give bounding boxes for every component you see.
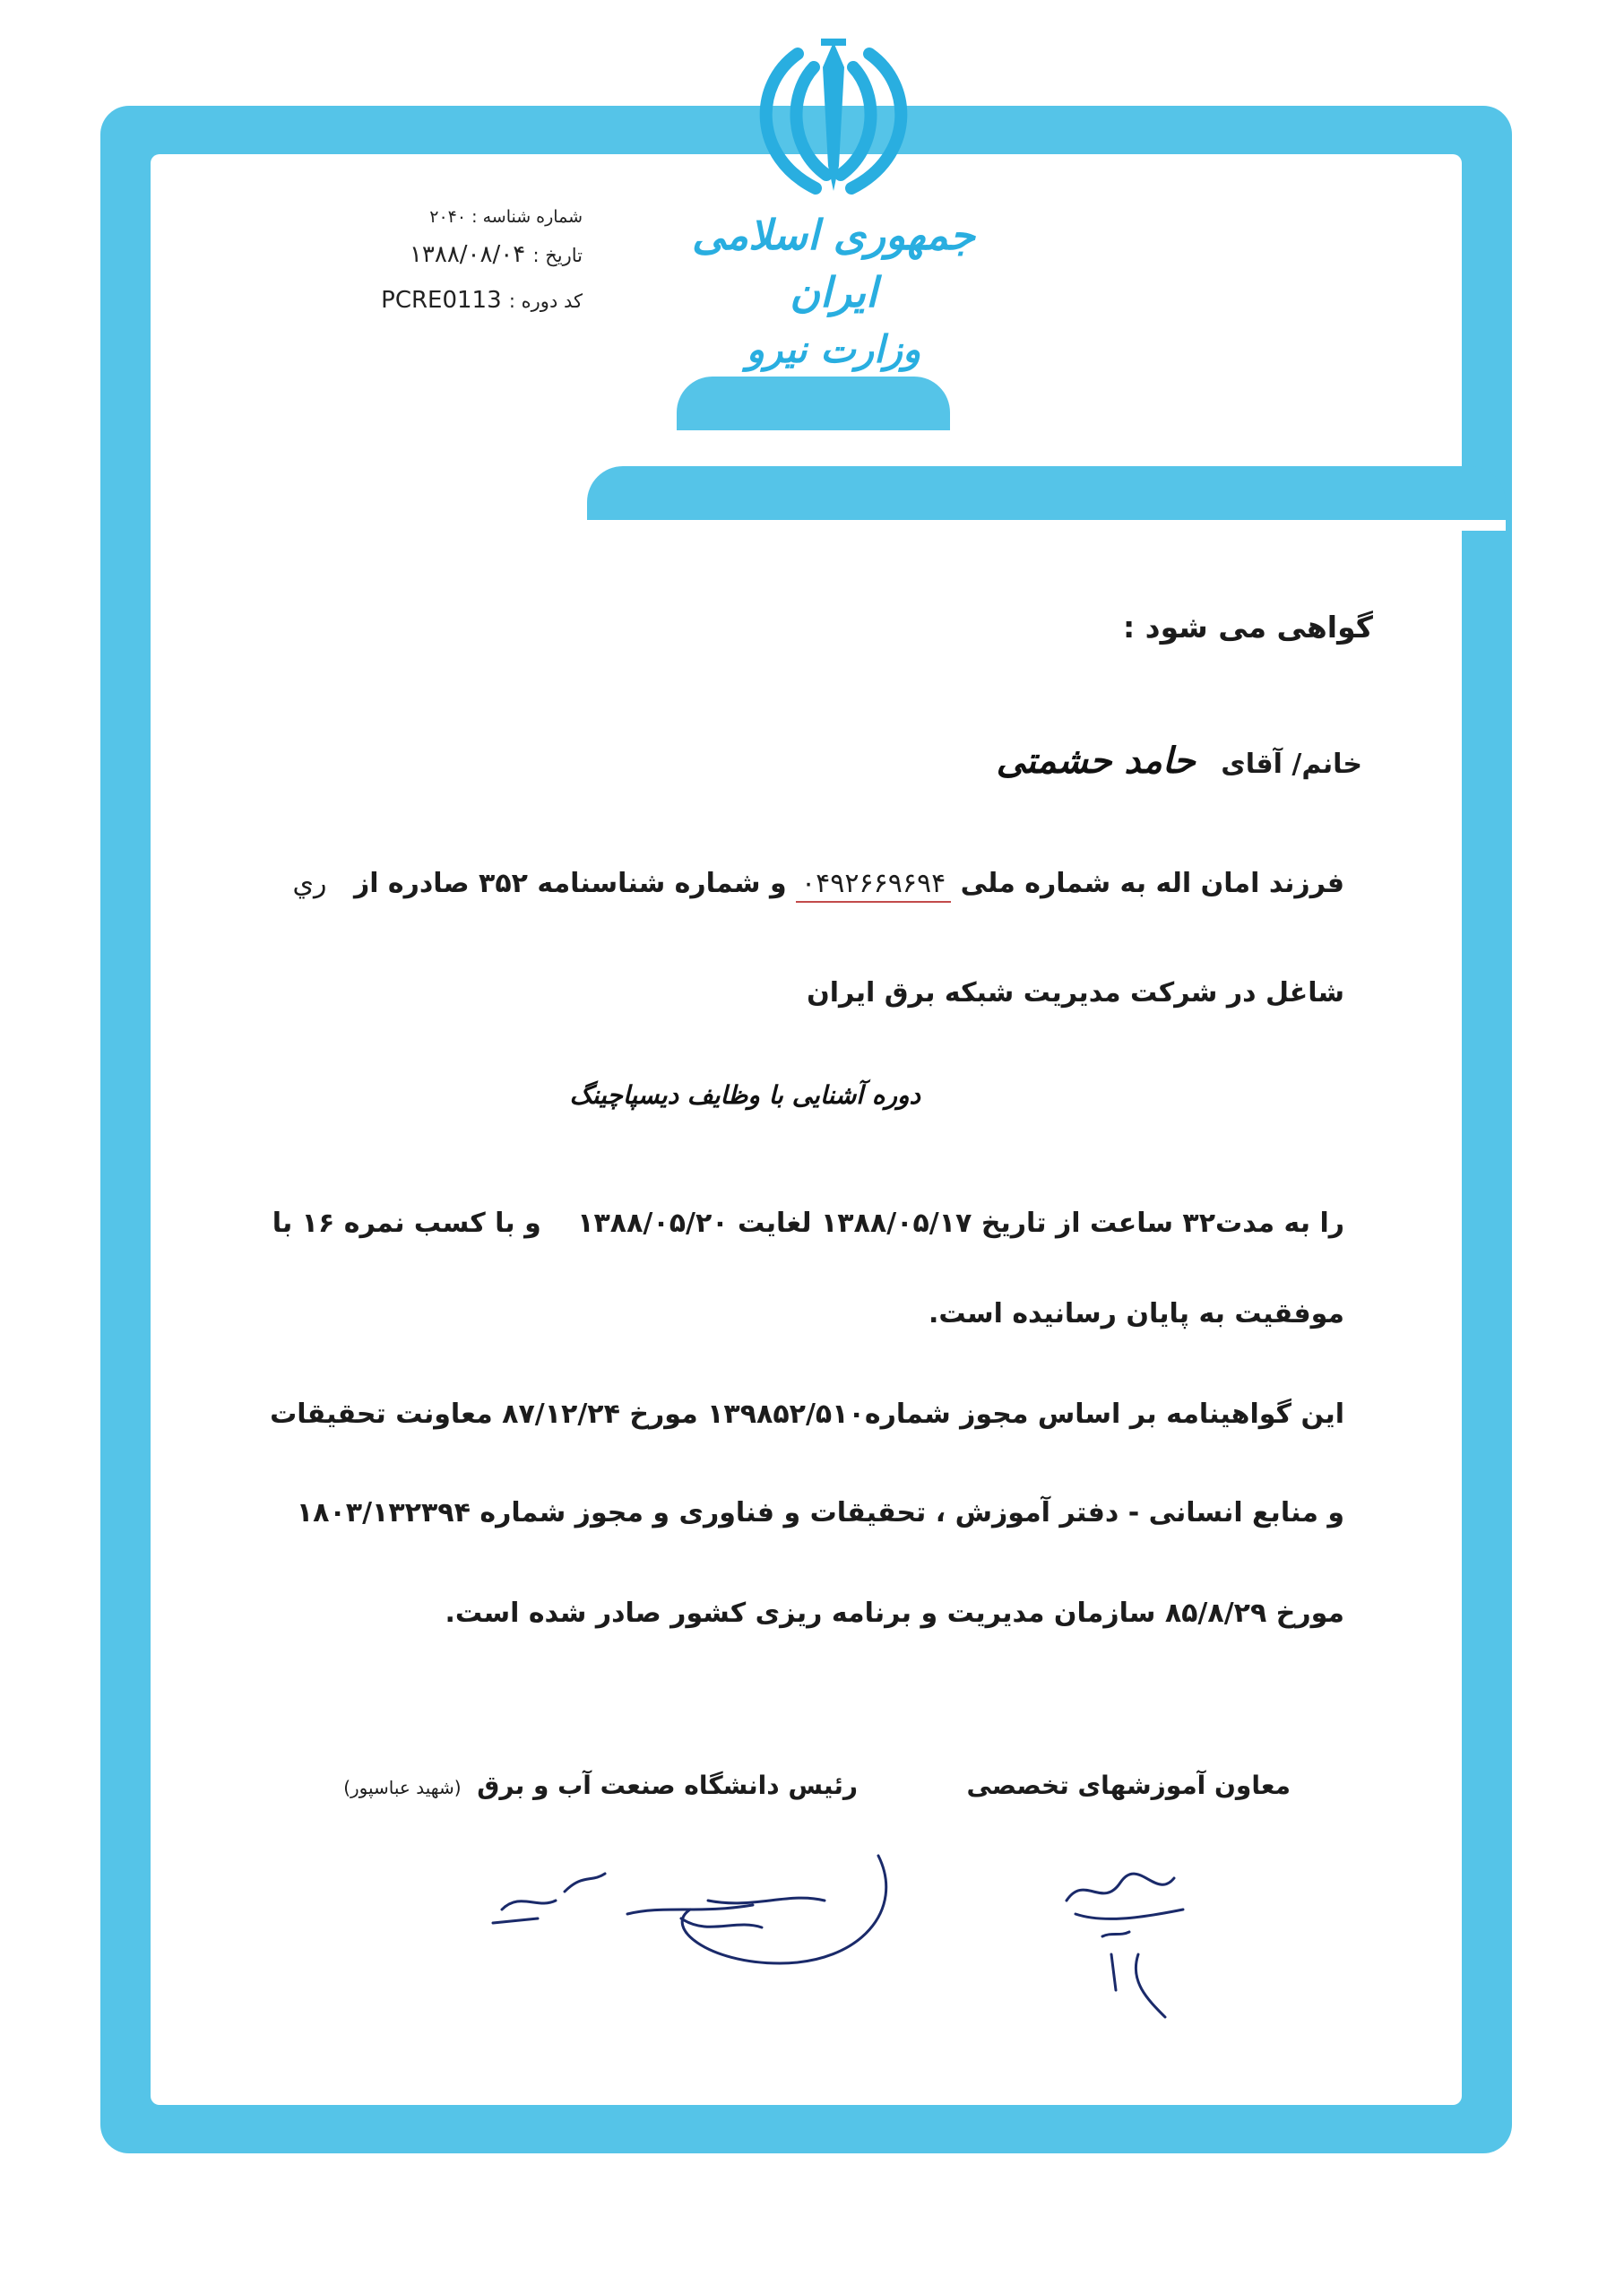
emblem-line1: جمهوری اسلامی ایران <box>692 211 975 316</box>
body-line-6: و منابع انسانی - دفتر آموزش ، تحقیقات و فناوری و مجوز شماره ۱۸۰۳/۱۳۲۳۹۴ <box>296 1497 1344 1529</box>
course-name: دوره آشنایی با وظایف دیسپاچینگ <box>569 1080 920 1110</box>
body-line-5: این گواهینامه بر اساس مجوز شماره۱۳۹۸۵۲/۵۱۰ مورخ ۸۷/۱۲/۲۴ معاونت تحقیقات <box>270 1399 1344 1430</box>
recipient-name: حامد حشمتی <box>996 740 1196 782</box>
right-signatory-role: رئیس دانشگاه صنعت آب و برق <box>477 1771 858 1800</box>
national-id: ۰۴۹۲۶۶۹۶۹۴ <box>796 868 951 903</box>
id-row <box>296 202 583 232</box>
frame-tab-lower <box>587 466 1506 520</box>
body-line-7: مورخ ۸۵/۸/۲۹ سازمان مدیریت و برنامه ریزی کشور صادر شده است. <box>445 1598 1344 1629</box>
body-line-4: موفقیت به پایان رسانیده است. <box>928 1298 1344 1329</box>
body-line-2: شاغل در شرکت مدیریت شبکه برق ایران <box>807 977 1344 1009</box>
left-signature-icon <box>1049 1847 1201 2035</box>
certificate-heading: گواهی می شود : <box>1122 610 1373 645</box>
right-signatory-subtitle: (شهید عباسپور) <box>343 1777 462 1798</box>
date-label: تاریخ : <box>532 245 583 266</box>
frame-tab-upper <box>677 377 950 430</box>
certificate-inner-panel <box>151 154 1462 2105</box>
right-signatory-title <box>343 1771 858 1800</box>
course-code-value: PCRE0113 <box>381 287 502 314</box>
line1-part2: و شماره شناسنامه ۳۵۲ صادره از <box>353 868 787 899</box>
course-code-label: کد دوره : <box>508 290 583 312</box>
honorific: خانم/ آقای <box>1221 749 1362 780</box>
left-signatory-title: معاون آموزشهای تخصصی <box>966 1771 1291 1800</box>
iran-emblem-icon <box>744 31 923 211</box>
issued-place: ري <box>292 868 327 899</box>
id-label: شماره شناسه : <box>471 207 583 227</box>
course-code-row <box>296 278 583 324</box>
body-line-3 <box>272 1208 1344 1239</box>
emblem-caption <box>681 206 986 378</box>
body-line-1 <box>293 868 1344 899</box>
line3-part1: را به مدت۳۲ ساعت از تاریخ ۱۳۸۸/۰۵/۱۷ لغایت ۱۳۸۸/۰۵/۲۰ <box>577 1208 1344 1239</box>
emblem-line2: وزارت نیرو <box>746 327 921 371</box>
recipient-line <box>997 740 1362 782</box>
date-row <box>296 232 583 278</box>
certificate-meta <box>296 202 583 324</box>
right-signature-icon <box>484 1829 896 1981</box>
line1-part1: فرزند امان اله به شماره ملی <box>960 868 1344 899</box>
id-value: ۲۰۴۰ <box>429 207 467 227</box>
line3-part2: و با کسب نمره ۱۶ با <box>272 1208 541 1239</box>
date-value: ۱۳۸۸/۰۸/۰۴ <box>409 241 526 268</box>
